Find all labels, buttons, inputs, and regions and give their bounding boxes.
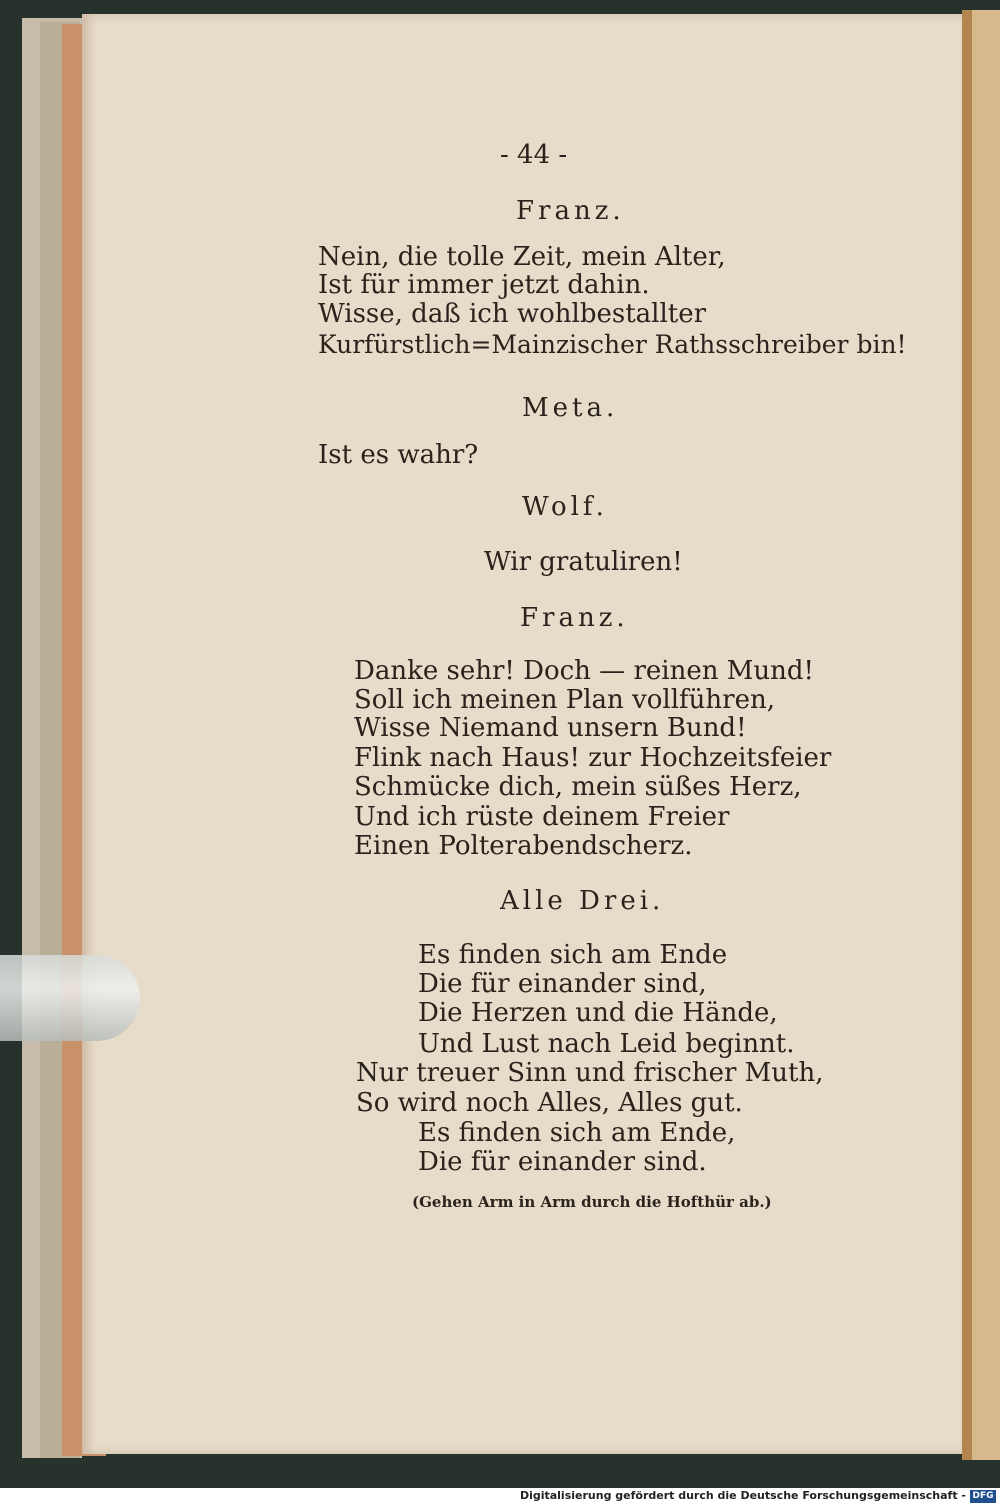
verse-line: Die für einander sind, — [418, 969, 707, 999]
verse-line: Und ich rüste deinem Freier — [354, 802, 730, 832]
verse-line: Wir gratuliren! — [484, 547, 683, 577]
verse-line: Und Lust nach Leid beginnt. — [418, 1029, 795, 1059]
verse-line: Wisse, daß ich wohlbestallter — [318, 299, 707, 329]
stage-direction: (Gehen Arm in Arm durch die Hofthür ab.) — [412, 1193, 772, 1211]
verse-line: Nur treuer Sinn und frischer Muth, — [356, 1058, 824, 1088]
verse-line: Es finden sich am Ende — [418, 940, 728, 970]
verse-line: Nein, die tolle Zeit, mein Alter, — [318, 242, 726, 272]
speaker-heading: Meta. — [522, 393, 619, 423]
speaker-heading: Franz. — [520, 603, 629, 633]
page-number: - 44 - — [500, 140, 568, 170]
verse-line: Danke sehr! Doch — reinen Mund! — [354, 656, 814, 686]
verse-line: Soll ich meinen Plan vollführen, — [354, 685, 775, 715]
verse-line: Ist für immer jetzt dahin. — [318, 270, 650, 300]
speaker-heading: Wolf. — [522, 492, 608, 522]
verse-line: Es finden sich am Ende, — [418, 1118, 736, 1148]
verse-line: Flink nach Haus! zur Hochzeitsfeier — [354, 743, 832, 773]
verse-line: Die Herzen und die Hände, — [418, 998, 778, 1028]
verse-line: Die für einander sind. — [418, 1147, 707, 1177]
verse-line: Einen Polterabendscherz. — [354, 831, 693, 861]
verse-line: Schmücke dich, mein süßes Herz, — [354, 772, 802, 802]
verse-line: Ist es wahr? — [318, 440, 479, 470]
footer-credit: Digitalisierung gefördert durch die Deutsche Forschungsgemeinschaft - — [519, 1489, 966, 1502]
verse-line: So wird noch Alles, Alles gut. — [356, 1088, 743, 1118]
verse-line: Kurfürstlich=Mainzischer Rathsschreiber bin! — [318, 330, 907, 359]
verse-line: Wisse Niemand unsern Bund! — [354, 713, 747, 743]
speaker-heading: Franz. — [516, 196, 625, 226]
dfg-logo: DFG — [970, 1490, 996, 1503]
speaker-heading: Alle Drei. — [500, 886, 665, 916]
footer-bar — [0, 1488, 1000, 1506]
